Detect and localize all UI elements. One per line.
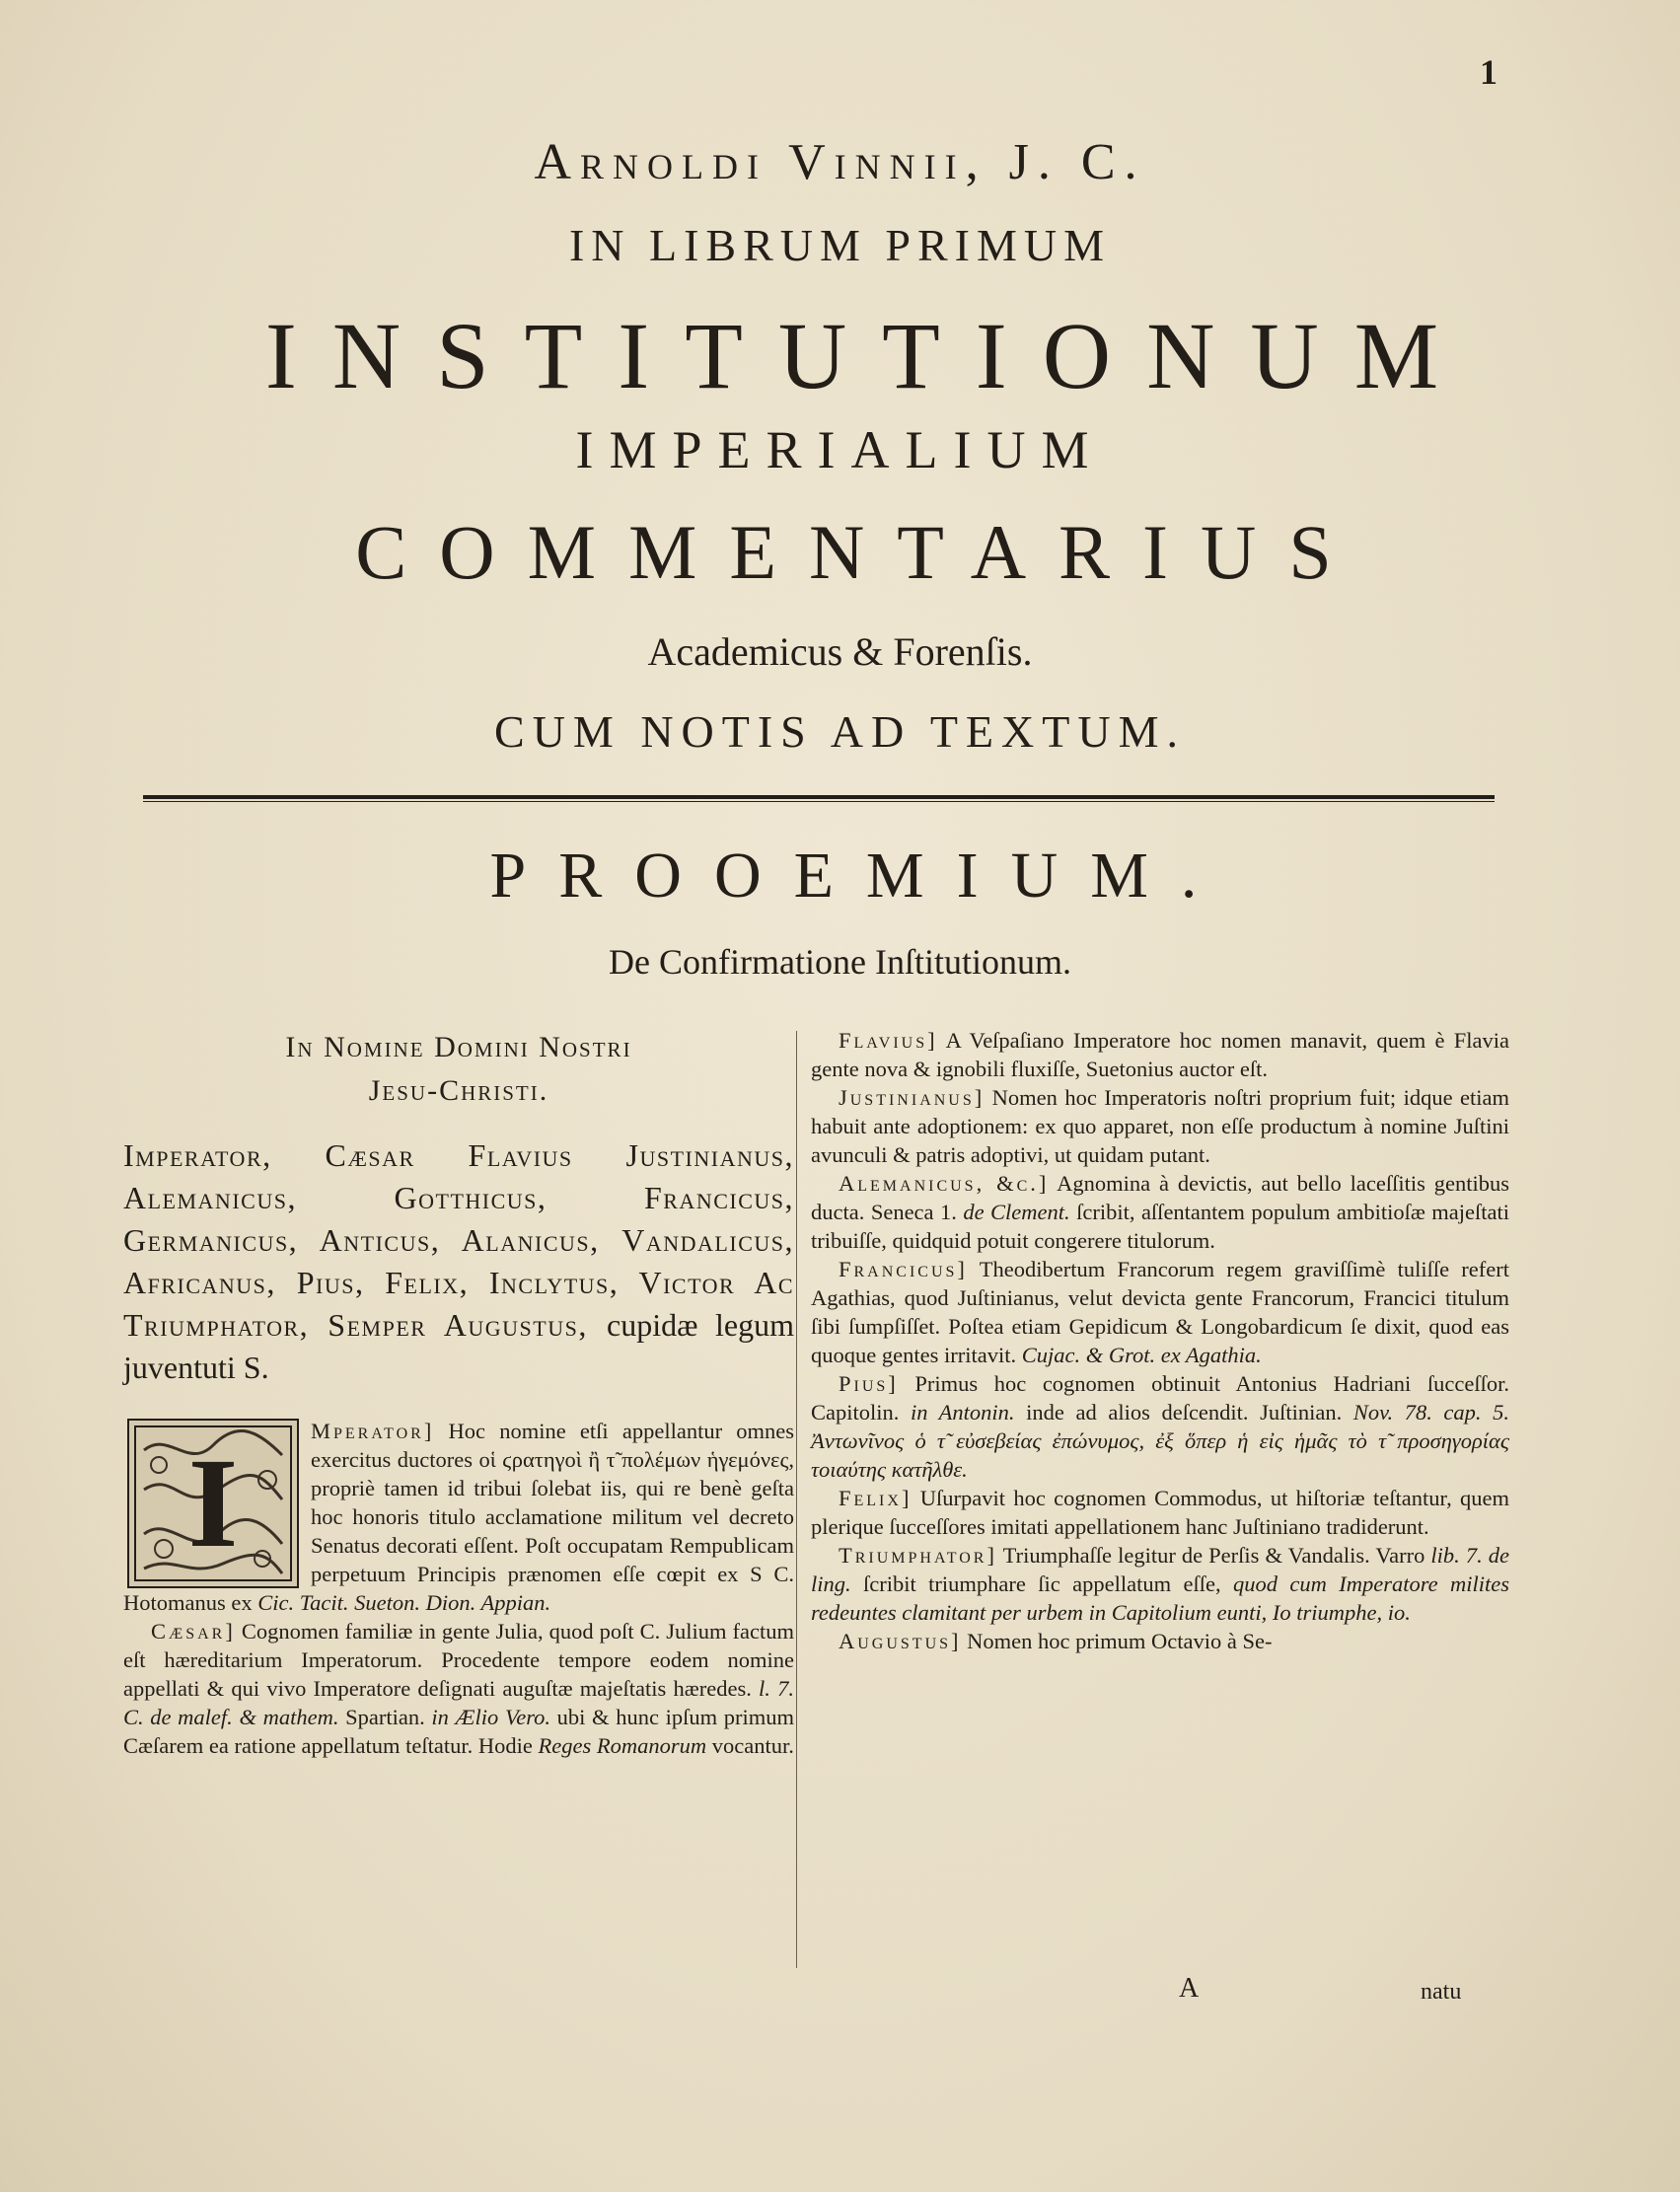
salutation-titles: Imperator, Cæsar Flavius Justinianus, Alemanicus, Gotthicus, Francicus, Germanicus, Anticus, Alanicus, Vandalicus, Africanus, Pius, Felix, Inclytus, Victor Ac Triumphator, Semper Augustus, <box>123 1137 794 1343</box>
note-reference: in Antonin. <box>910 1400 1015 1425</box>
note-text: Nomen hoc Imperatoris noſtri proprium fuit; idque etiam habuit ante adoptionem: ex quo apparet, non eſſe productum à nomine Juſtini avunculi & patris adoptivi, ut quidam putant. <box>811 1085 1509 1167</box>
salutation <box>123 1134 794 1389</box>
title-line-4: IMPERIALIUM <box>575 420 1105 479</box>
invocation-line-2: Jesu-Christi. <box>368 1074 549 1107</box>
note-alemanicus <box>811 1169 1509 1255</box>
title-line-7: CUM NOTIS AD TEXTUM. <box>494 706 1186 757</box>
note-felix <box>811 1484 1509 1541</box>
note-reference: Cic. Tacit. Sueton. Dion. Appian. <box>257 1590 551 1615</box>
salutation-rest: cupidæ legum juventuti S. <box>123 1307 795 1385</box>
note-text: Uſurpavit hoc cognomen Commodus, ut hiſtoriæ teſtantur, quem plerique ſucceſſores imitati appellationem hanc Juſtiniano tradiderunt. <box>811 1486 1510 1539</box>
note-flavius <box>811 1026 1509 1083</box>
decorated-initial <box>127 1419 299 1588</box>
note-reference: Reges Romanorum <box>538 1733 707 1758</box>
note-reference: in Ælio Vero. <box>431 1705 550 1729</box>
note-text: ſcribit triumphare ſic appellatum eſſe, <box>863 1571 1221 1596</box>
note-key: Francicus] <box>839 1257 968 1281</box>
note-text: Theodibertum Francorum regem graviſſimè tuliſſe refert Agathias, quod Juſtinianus, velut devicta gente Francorum, Francici titulum ſibi ſumpſiſſet. Poſtea etiam Gepidicum & Longobardicum ſe dixit, quod eas quoque gentes irritavit. <box>811 1257 1509 1367</box>
note-text: Cognomen familiæ in gente Julia, quod poſt C. Julium factum eſt hæreditarium Imperatorum. Procedente tempore eodem nomine appellati & qui vivo Imperatore deſignati auguſtæ majeſtatis hæredes. <box>123 1619 794 1701</box>
note-text: Hoc nomine etſi appellantur omnes exercitus ductores οἱ ϛρατηγοὶ ἢ τ̃ πολέμων ἡγεμόνες, propriè tamen id tribui ſolebat iis, qui re benè geſta hoc honoris titulo acclamatione militum vel decreto Senatus decorati eſſent. Poſt occupatam Rempublicam perpetuum Principis prænomen eſſe cœpit ex S C. Hotomanus ex <box>123 1419 794 1615</box>
note-reference: Cujac. & Grot. ex Agathia. <box>1021 1343 1262 1367</box>
title-divider-rule <box>143 795 1495 802</box>
note-quote: quod cum Imperatore milites redeuntes clamitant per urbem in Capitolium eunti, Io triumphe, io. <box>811 1571 1509 1625</box>
note-text: vocantur. <box>711 1733 794 1758</box>
note-text: Primus hoc cognomen obtinuit Antonius Hadriani ſucceſſor. Capitolin. <box>811 1371 1509 1425</box>
note-reference: de Clement. <box>963 1200 1070 1224</box>
note-augustus <box>811 1627 1509 1655</box>
invocation-line-1: In Nomine Domini Nostri <box>285 1031 632 1063</box>
drop-cap-letter: I <box>187 1432 239 1574</box>
signature-mark: A <box>1179 1973 1200 2004</box>
note-text: ubi & hunc ipſum primum Cæſarem ea ratione appellatum teſtatur. Hodie <box>123 1705 795 1758</box>
note-text: A Veſpaſiano Imperatore hoc nomen manavit, quem è Flavia gente nova & ignobili fluxiſſe, Suetonius auctor eſt. <box>811 1028 1509 1081</box>
author-title: Arnoldi Vinnii, J. C. <box>534 134 1146 190</box>
note-pius <box>811 1369 1509 1484</box>
note-greek-quote: Ἀντωνῖνος ὁ τ̃ εὐσεβείας ἐπώνυμος, ἐξ ὅπερ ἡ εἰς ἡμᾶς τὸ τ̃ προσηγορίας τοιαύτης κατῆλθε. <box>811 1428 1509 1482</box>
catchword: natu <box>1421 1979 1462 2005</box>
note-text: ſcribit, aſſentantem populum ambitioſæ majeſtati tribuiſſe, quidquid potuit congerere titulorum. <box>811 1200 1510 1253</box>
title-line-3: INSTITUTIONUM <box>264 303 1475 408</box>
note-text: Agnomina à devictis, aut bello laceſſitis gentibus ducta. Seneca 1. <box>811 1171 1509 1224</box>
note-key: Alemanicus, &c.] <box>839 1171 1050 1196</box>
left-column <box>123 1026 794 1760</box>
note-key: Felix] <box>839 1486 913 1510</box>
page-number: 1 <box>1480 52 1497 92</box>
title-line-2: IN LIBRUM PRIMUM <box>568 220 1112 270</box>
prooemium-subtitle: De Confirmatione Inſtitutionum. <box>609 942 1071 982</box>
title-line-5: COMMENTARIUS <box>355 509 1364 595</box>
column-divider <box>796 1031 797 1968</box>
note-reference: lib. 7. de ling. <box>811 1543 1510 1596</box>
note-key: Flavius] <box>839 1028 938 1053</box>
invocation-heading <box>123 1026 794 1113</box>
prooemium-title: PROOEMIUM. <box>489 840 1230 912</box>
note-key: Cæsar] <box>151 1619 236 1644</box>
note-key: Augustus] <box>839 1629 962 1653</box>
note-key: Pius] <box>839 1371 899 1396</box>
note-triumphator <box>811 1541 1509 1627</box>
note-text: Nomen hoc primum Octavio à Se- <box>967 1629 1273 1653</box>
note-key: Triumphator] <box>839 1543 997 1568</box>
note-text: Triumphaſſe legitur de Perſis & Vandalis. Varro <box>1002 1543 1425 1568</box>
note-text: Spartian. <box>345 1705 425 1729</box>
note-francicus <box>811 1255 1509 1369</box>
right-column <box>811 1026 1509 1655</box>
note-justinianus <box>811 1083 1509 1169</box>
note-reference: l. 7. C. de malef. & mathem. <box>123 1676 794 1729</box>
note-key: Mperator] <box>311 1419 435 1443</box>
note-reference: Nov. 78. cap. 5. <box>1352 1400 1510 1425</box>
note-text: inde ad alios deſcendit. Juſtinian. <box>1026 1400 1343 1425</box>
note-key: Justinianus] <box>839 1085 986 1110</box>
note-caesar <box>123 1617 794 1760</box>
title-line-6: Academicus & Forenſis. <box>647 629 1033 674</box>
